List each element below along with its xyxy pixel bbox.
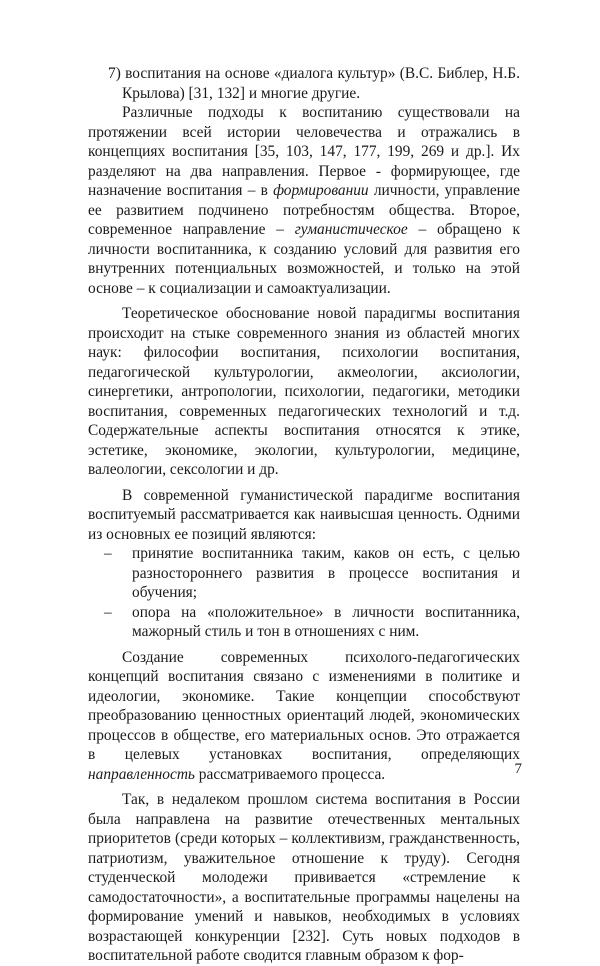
dash-marker: –	[104, 545, 112, 562]
list-item-text: принятие воспитанника таким, каков он есть, с целью разностороннего развития в процессе воспитания и обучения;	[132, 545, 520, 601]
paragraph-concepts-part1: Создание современных психолого-педагогических концепций воспитания связано с изменениями в политике и идеологии, экономике. Такие концепции способствуют преобразованию ценностных ориентаций людей, экономических процессов в обществе, его материальных основ. Это отражается в целевых установках воспитания, определяющих	[88, 648, 520, 763]
dash-marker: –	[104, 603, 112, 621]
paragraph-paradigm: В современной гуманистической парадигме воспитания воспитуемый рассматривается как наивысшая ценность. Одними из основных ее позиций являются:	[88, 486, 520, 543]
paragraph-approaches-part2: личности, управление ее развитием подчинено потребностям общества. Второе, современное направление –	[88, 182, 520, 238]
page-number: 7	[514, 761, 522, 777]
paragraph-approaches-part3: – обращено к личности воспитанника, к созданию условий для развития его внутренних потенциальных возможностей, и только на этой основе – к социализации и самоактуализации.	[88, 221, 520, 297]
italic-term-formation: формировании	[273, 182, 369, 199]
paragraph-russia: Так, в недалеком прошлом система воспитания в России была направлена на развитие отечественных ментальных приоритетов (среди которых – коллективизм, гражданственность, патриотизм, уважительное отношение к труду). Сегодня студенческой молодежи прививается «стремление к самодостаточности», а воспитательные программы нацелены на формирование умений и навыков, необходимых в условиях возрастающей конкуренции [232]. Суть новых подходов в воспитательной работе сводится главным образом к фор-	[88, 791, 520, 964]
italic-term-humanistic: гуманистическое	[294, 221, 408, 238]
paragraph-concepts-part2: рассматриваемого процесса.	[194, 765, 386, 783]
paragraph-concepts	[88, 648, 520, 785]
list-item-text: опора на «положительное» в личности воспитанника, мажорный стиль и тон в отношениях с ним.	[132, 603, 520, 640]
paragraph-approaches	[88, 103, 520, 298]
list-item-7: 7) воспитания на основе «диалога культур» (В.С. Библер, Н.Б. Крылова) [31, 132] и многие другие.	[108, 65, 520, 102]
page-body	[88, 64, 520, 966]
paragraph-approaches-part1: Различные подходы к воспитанию существовали на протяжении всей истории человечества и отражались в концепциях воспитания [35, 103, 147, 177, 199, 269 и др.]. Их разделяют на два направления. Первое - формирующее, где назначение воспитания – в	[88, 104, 520, 199]
paragraph-theory: Теоретическое обоснование новой парадигмы воспитания происходит на стыке современного знания из областей многих наук: философии воспитания, психологии воспитания, педагогической культурологии, акмеологии, аксиологии, синергетики, антропологии, психологии, педагогики, методики воспитания, современных педагогических технологий и т.д. Содержательные аспекты воспитания относятся к этике, эстетике, экономике, экологии, культурологии, медицине, валеологии, сексологии и др.	[88, 305, 520, 478]
list-item	[88, 544, 520, 603]
list-item	[88, 603, 520, 642]
positions-list	[88, 544, 520, 642]
italic-term-direction: направленность	[88, 765, 195, 783]
